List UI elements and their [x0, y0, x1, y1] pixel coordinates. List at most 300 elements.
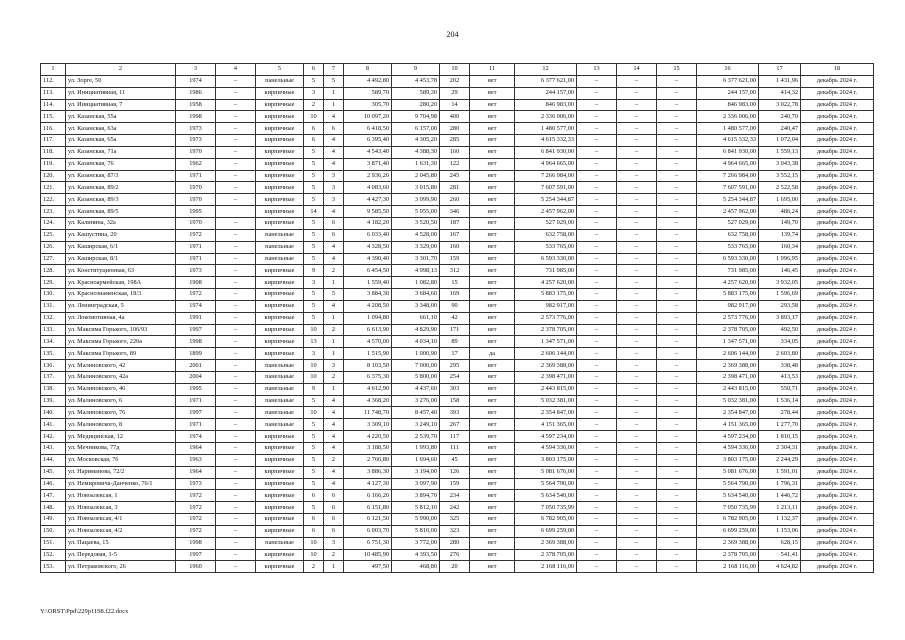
table-cell: декабрь 2024 г.	[801, 146, 874, 158]
table-cell: 1970	[176, 194, 216, 206]
table-cell: 6 841 930,00	[697, 146, 759, 158]
table-cell: 1991	[176, 312, 216, 324]
table-cell: 3 803 175,00	[697, 454, 759, 466]
table-cell: 5	[304, 194, 324, 206]
table-cell: 6	[324, 525, 344, 537]
table-cell: 1	[324, 383, 344, 395]
table-cell: 6 841 930,00	[515, 146, 577, 158]
table-cell: –	[577, 549, 617, 561]
table-cell: нет	[470, 360, 515, 372]
table-cell: 139.	[41, 395, 66, 407]
table-cell: 1 596,69	[759, 289, 801, 301]
table-cell: 160	[440, 146, 470, 158]
table-cell: 144.	[41, 454, 66, 466]
table-cell: 2 168 116,00	[515, 561, 577, 573]
table-cell: 1	[324, 277, 344, 289]
table-cell: декабрь 2024 г.	[801, 182, 874, 194]
table-cell: 254	[440, 371, 470, 383]
table-cell: –	[216, 123, 256, 135]
table-cell: –	[216, 454, 256, 466]
table-cell: 10 097,20	[344, 111, 392, 123]
footer-file-path: Y:\ORST\Ppd\229p1198.f22.docx	[40, 608, 129, 615]
table-row	[41, 229, 874, 241]
table-cell: 3	[324, 537, 344, 549]
table-cell: –	[617, 502, 657, 514]
table-cell: 5	[304, 146, 324, 158]
table-cell: 134.	[41, 336, 66, 348]
table-cell: 1 431,96	[759, 75, 801, 87]
table-cell: 3	[304, 348, 324, 360]
table-cell: кирпичные	[256, 300, 304, 312]
table-cell: 5 800,00	[392, 371, 440, 383]
table-cell: 7 266 984,00	[515, 170, 577, 182]
table-cell: 3 276,00	[392, 395, 440, 407]
table-cell: 589,70	[344, 87, 392, 99]
table-cell: 4	[324, 478, 344, 490]
table-cell: ул. Малиновского, 46	[66, 383, 176, 395]
table-cell: 6 003,70	[344, 525, 392, 537]
table-cell: ул. Казанская, 89/5	[66, 206, 176, 218]
table-cell: –	[657, 206, 697, 218]
table-row	[41, 383, 874, 395]
table-cell: 4 829,90	[392, 324, 440, 336]
table-cell: ул. Казанская, 63а	[66, 123, 176, 135]
table-cell: 2 378 705,00	[515, 324, 577, 336]
table-cell: –	[216, 348, 256, 360]
table-cell: кирпичные	[256, 135, 304, 147]
table-cell: 3 301,70	[392, 253, 440, 265]
table-cell: нет	[470, 135, 515, 147]
table-cell: 4 437,60	[392, 383, 440, 395]
table-cell: 141.	[41, 419, 66, 431]
table-cell: 3	[324, 170, 344, 182]
table-cell: –	[657, 336, 697, 348]
table-row	[41, 502, 874, 514]
table-cell: 4 594 336,00	[697, 443, 759, 455]
table-cell: 303	[440, 383, 470, 395]
table-cell: –	[216, 431, 256, 443]
table-cell: 4 305,20	[392, 135, 440, 147]
table-cell: кирпичные	[256, 336, 304, 348]
table-cell: 2	[324, 324, 344, 336]
table-cell: 5 032 381,00	[515, 395, 577, 407]
table-cell: –	[216, 277, 256, 289]
table-cell: нет	[470, 182, 515, 194]
table-cell: 140.	[41, 407, 66, 419]
table-cell: 1986	[176, 87, 216, 99]
table-cell: нет	[470, 289, 515, 301]
table-cell: 4 393,50	[392, 549, 440, 561]
table-cell: –	[577, 170, 617, 182]
table-cell: 1 480 577,00	[515, 123, 577, 135]
table-cell: 6 166,20	[344, 490, 392, 502]
table-cell: ул. Конституционная, 63	[66, 265, 176, 277]
table-cell: нет	[470, 549, 515, 561]
table-cell: 142.	[41, 431, 66, 443]
table-cell: –	[577, 312, 617, 324]
table-cell: 3	[324, 194, 344, 206]
table-cell: –	[577, 537, 617, 549]
table-cell: 731 985,00	[515, 265, 577, 277]
column-number-cell: 5	[256, 64, 304, 76]
table-cell: 123.	[41, 206, 66, 218]
table-cell: 3 932,05	[759, 277, 801, 289]
table-cell: –	[577, 407, 617, 419]
table-row	[41, 170, 874, 182]
table-cell: 2 354 847,00	[697, 407, 759, 419]
table-cell: –	[577, 478, 617, 490]
table-cell: ул. Малиновского, 76	[66, 407, 176, 419]
table-cell: 29	[440, 87, 470, 99]
table-cell: –	[216, 158, 256, 170]
table-cell: кирпичные	[256, 194, 304, 206]
table-row	[41, 478, 874, 490]
table-cell: 393	[440, 407, 470, 419]
table-cell: 1 559,13	[759, 146, 801, 158]
table-cell: 13	[304, 336, 324, 348]
table-row	[41, 549, 874, 561]
table-cell: 5	[304, 229, 324, 241]
table-cell: –	[657, 135, 697, 147]
table-cell: ул. Казанская, 89/2	[66, 182, 176, 194]
table-cell: 6	[324, 217, 344, 229]
table-cell: 240,47	[759, 123, 801, 135]
table-body	[41, 75, 874, 572]
column-number-cell: 9	[392, 64, 440, 76]
table-cell: 2 369 388,00	[697, 360, 759, 372]
table-cell: 4	[324, 135, 344, 147]
table-cell: нет	[470, 502, 515, 514]
table-cell: 5 564 790,00	[515, 478, 577, 490]
table-cell: –	[577, 123, 617, 135]
table-cell: панельные	[256, 419, 304, 431]
table-cell: декабрь 2024 г.	[801, 431, 874, 443]
table-cell: 5 812,10	[392, 502, 440, 514]
table-cell: –	[577, 383, 617, 395]
table-cell: 5	[304, 502, 324, 514]
table-cell: 45	[440, 454, 470, 466]
table-cell: 325	[440, 514, 470, 526]
table-cell: ул. Каширская, 6/1	[66, 241, 176, 253]
table-cell: –	[617, 158, 657, 170]
table-cell: –	[657, 537, 697, 549]
table-cell: 3 309,10	[344, 419, 392, 431]
table-cell: 132.	[41, 312, 66, 324]
table-cell: 1971	[176, 419, 216, 431]
table-cell: 1 347 571,00	[515, 336, 577, 348]
column-number-cell: 10	[440, 64, 470, 76]
table-cell: –	[657, 395, 697, 407]
table-cell: 1 796,31	[759, 478, 801, 490]
table-cell: 4 257 620,00	[697, 277, 759, 289]
table-cell: –	[657, 277, 697, 289]
table-cell: 5 081 676,00	[697, 466, 759, 478]
table-cell: панельные	[256, 395, 304, 407]
table-cell: –	[577, 111, 617, 123]
table-cell: –	[577, 443, 617, 455]
table-cell: –	[657, 146, 697, 158]
table-cell: декабрь 2024 г.	[801, 158, 874, 170]
table-cell: 4	[324, 158, 344, 170]
table-cell: –	[216, 253, 256, 265]
table-cell: –	[577, 395, 617, 407]
table-cell: 2 045,80	[392, 170, 440, 182]
table-cell: –	[216, 217, 256, 229]
table-cell: –	[617, 277, 657, 289]
table-cell: –	[617, 265, 657, 277]
table-cell: 4	[324, 241, 344, 253]
table-cell: –	[657, 561, 697, 573]
table-cell: 4 528,00	[392, 229, 440, 241]
table-cell: 4 597 234,00	[515, 431, 577, 443]
table-cell: 5 254 344,87	[697, 194, 759, 206]
table-cell: 127.	[41, 253, 66, 265]
table-cell: 1 695,00	[759, 194, 801, 206]
table-cell: 4 615 332,33	[697, 135, 759, 147]
table-cell: ул. Казанская, 87/3	[66, 170, 176, 182]
table-cell: 244 157,00	[697, 87, 759, 99]
table-cell: –	[657, 478, 697, 490]
table-cell: –	[216, 182, 256, 194]
table-row	[41, 135, 874, 147]
table-cell: 1 153,06	[759, 525, 801, 537]
table-cell: –	[657, 348, 697, 360]
table-cell: 1970	[176, 146, 216, 158]
table-cell: 2001	[176, 360, 216, 372]
table-cell: 3 871,40	[344, 158, 392, 170]
table-cell: панельные	[256, 229, 304, 241]
table-cell: –	[657, 502, 697, 514]
table-cell: 1 591,01	[759, 466, 801, 478]
table-cell: декабрь 2024 г.	[801, 289, 874, 301]
table-cell: 9	[304, 265, 324, 277]
table-cell: –	[216, 111, 256, 123]
table-cell: 131.	[41, 300, 66, 312]
table-cell: 6 782 905,00	[515, 514, 577, 526]
table-cell: 151.	[41, 537, 66, 549]
table-cell: –	[577, 525, 617, 537]
table-cell: 1972	[176, 525, 216, 537]
table-cell: 1	[324, 99, 344, 111]
table-cell: 1995	[176, 206, 216, 218]
table-cell: 5 081 676,00	[515, 466, 577, 478]
table-cell: –	[657, 241, 697, 253]
table-cell: ул. Казанская, 89/3	[66, 194, 176, 206]
table-cell: –	[216, 478, 256, 490]
table-cell: –	[577, 75, 617, 87]
table-cell: 7 050 735,99	[515, 502, 577, 514]
table-cell: 149.	[41, 514, 66, 526]
table-cell: 202	[440, 75, 470, 87]
table-cell: 260	[440, 194, 470, 206]
table-cell: 846 983,00	[515, 99, 577, 111]
table-cell: 1971	[176, 170, 216, 182]
table-cell: 143.	[41, 443, 66, 455]
table-cell: 267	[440, 419, 470, 431]
table-row	[41, 466, 874, 478]
table-cell: –	[617, 525, 657, 537]
table-cell: 1899	[176, 348, 216, 360]
table-cell: 4 328,50	[344, 241, 392, 253]
table-cell: 122.	[41, 194, 66, 206]
table-cell: –	[617, 443, 657, 455]
table-cell: –	[577, 289, 617, 301]
table-cell: кирпичные	[256, 478, 304, 490]
table-cell: –	[617, 87, 657, 99]
table-cell: 2 398 471,00	[697, 371, 759, 383]
table-cell: 3 552,15	[759, 170, 801, 182]
table-cell: 527 029,00	[515, 217, 577, 229]
table-cell: панельные	[256, 371, 304, 383]
table-cell: –	[216, 289, 256, 301]
table-cell: –	[617, 360, 657, 372]
table-cell: 5 634 540,00	[515, 490, 577, 502]
table-cell: 2 457 962,00	[697, 206, 759, 218]
table-cell: 5	[304, 300, 324, 312]
table-cell: ул. Локомотивная, 4а	[66, 312, 176, 324]
table-cell: 3	[324, 182, 344, 194]
table-cell: 3 894,70	[392, 490, 440, 502]
table-cell: 9 585,50	[344, 206, 392, 218]
table-cell: декабрь 2024 г.	[801, 561, 874, 573]
table-cell: да	[470, 348, 515, 360]
table-cell: 5 564 790,00	[697, 478, 759, 490]
table-cell: 242	[440, 502, 470, 514]
table-cell: 4 208,50	[344, 300, 392, 312]
table-cell: –	[657, 360, 697, 372]
table-cell: 120.	[41, 170, 66, 182]
table-cell: –	[617, 407, 657, 419]
table-cell: нет	[470, 490, 515, 502]
table-cell: ул. Краснознаменская, 18/3	[66, 289, 176, 301]
table-cell: 4	[324, 466, 344, 478]
table-cell: декабрь 2024 г.	[801, 502, 874, 514]
table-cell: 1 996,95	[759, 253, 801, 265]
table-cell: нет	[470, 99, 515, 111]
table-cell: панельные	[256, 75, 304, 87]
table-cell: нет	[470, 229, 515, 241]
table-cell: 6	[304, 525, 324, 537]
table-cell: 7 000,00	[392, 360, 440, 372]
table-row	[41, 443, 874, 455]
table-cell: кирпичные	[256, 443, 304, 455]
table-cell: 147.	[41, 490, 66, 502]
column-number-cell: 7	[324, 64, 344, 76]
table-cell: 4 964 665,00	[515, 158, 577, 170]
table-cell: 1998	[176, 537, 216, 549]
table-cell: 3 803 175,00	[515, 454, 577, 466]
table-cell: 1	[324, 561, 344, 573]
table-cell: –	[657, 312, 697, 324]
table-cell: 5 634 540,00	[697, 490, 759, 502]
table-cell: кирпичные	[256, 158, 304, 170]
column-number-cell: 6	[304, 64, 324, 76]
table-cell: 6	[324, 490, 344, 502]
table-cell: 10 485,90	[344, 549, 392, 561]
table-cell: –	[657, 490, 697, 502]
table-cell: 1972	[176, 502, 216, 514]
table-row	[41, 348, 874, 360]
table-cell: ул. Нариманова, 72/2	[66, 466, 176, 478]
table-cell: 1973	[176, 265, 216, 277]
column-number-cell: 15	[657, 64, 697, 76]
table-cell: 6 454,50	[344, 265, 392, 277]
table-cell: 5	[304, 158, 324, 170]
table-cell: 541,41	[759, 549, 801, 561]
table-cell: ул. Новоалексая, 4/2	[66, 525, 176, 537]
table-cell: 112.	[41, 75, 66, 87]
table-cell: 159	[440, 478, 470, 490]
table-cell: –	[577, 360, 617, 372]
column-number-cell: 2	[66, 64, 176, 76]
table-row	[41, 182, 874, 194]
table-cell: 149,70	[759, 217, 801, 229]
table-cell: 10	[304, 371, 324, 383]
table-cell: 1 536,14	[759, 395, 801, 407]
table-cell: декабрь 2024 г.	[801, 123, 874, 135]
table-cell: –	[657, 194, 697, 206]
table-cell: 234	[440, 490, 470, 502]
table-cell: –	[216, 146, 256, 158]
table-cell: кирпичные	[256, 123, 304, 135]
table-cell: 334,05	[759, 336, 801, 348]
table-cell: декабрь 2024 г.	[801, 537, 874, 549]
table-cell: 146.	[41, 478, 66, 490]
table-cell: 137.	[41, 371, 66, 383]
table-row	[41, 158, 874, 170]
table-cell: декабрь 2024 г.	[801, 229, 874, 241]
table-cell: 4	[324, 300, 344, 312]
table-cell: –	[657, 525, 697, 537]
table-cell: –	[657, 253, 697, 265]
table-cell: –	[216, 407, 256, 419]
table-cell: 5	[304, 395, 324, 407]
table-cell: 280	[440, 123, 470, 135]
column-number-cell: 17	[759, 64, 801, 76]
table-cell: 5	[304, 454, 324, 466]
table-cell: 1963	[176, 454, 216, 466]
table-cell: кирпичные	[256, 490, 304, 502]
table-cell: 124.	[41, 217, 66, 229]
table-cell: кирпичные	[256, 289, 304, 301]
table-cell: 5 254 344,87	[515, 194, 577, 206]
table-cell: –	[617, 146, 657, 158]
table-cell: декабрь 2024 г.	[801, 277, 874, 289]
table-cell: –	[577, 336, 617, 348]
table-cell: 4 220,50	[344, 431, 392, 443]
table-cell: –	[657, 300, 697, 312]
table-cell: –	[617, 99, 657, 111]
table-cell: ул. Ленинградская, 5	[66, 300, 176, 312]
table-cell: –	[617, 123, 657, 135]
table-cell: –	[617, 537, 657, 549]
table-cell: 148.	[41, 502, 66, 514]
table-cell: декабрь 2024 г.	[801, 241, 874, 253]
table-cell: 2 378 705,00	[515, 549, 577, 561]
table-cell: 10	[304, 324, 324, 336]
table-cell: 245	[440, 170, 470, 182]
table-cell: –	[617, 75, 657, 87]
table-cell: 3 249,10	[392, 419, 440, 431]
table-cell: ул. Новоалексая, 3	[66, 502, 176, 514]
table-cell: –	[216, 75, 256, 87]
table-cell: 14	[304, 206, 324, 218]
table-cell: –	[216, 229, 256, 241]
table-cell: декабрь 2024 г.	[801, 549, 874, 561]
table-cell: 1998	[176, 336, 216, 348]
table-cell: 4 182,20	[344, 217, 392, 229]
table-cell: кирпичные	[256, 431, 304, 443]
